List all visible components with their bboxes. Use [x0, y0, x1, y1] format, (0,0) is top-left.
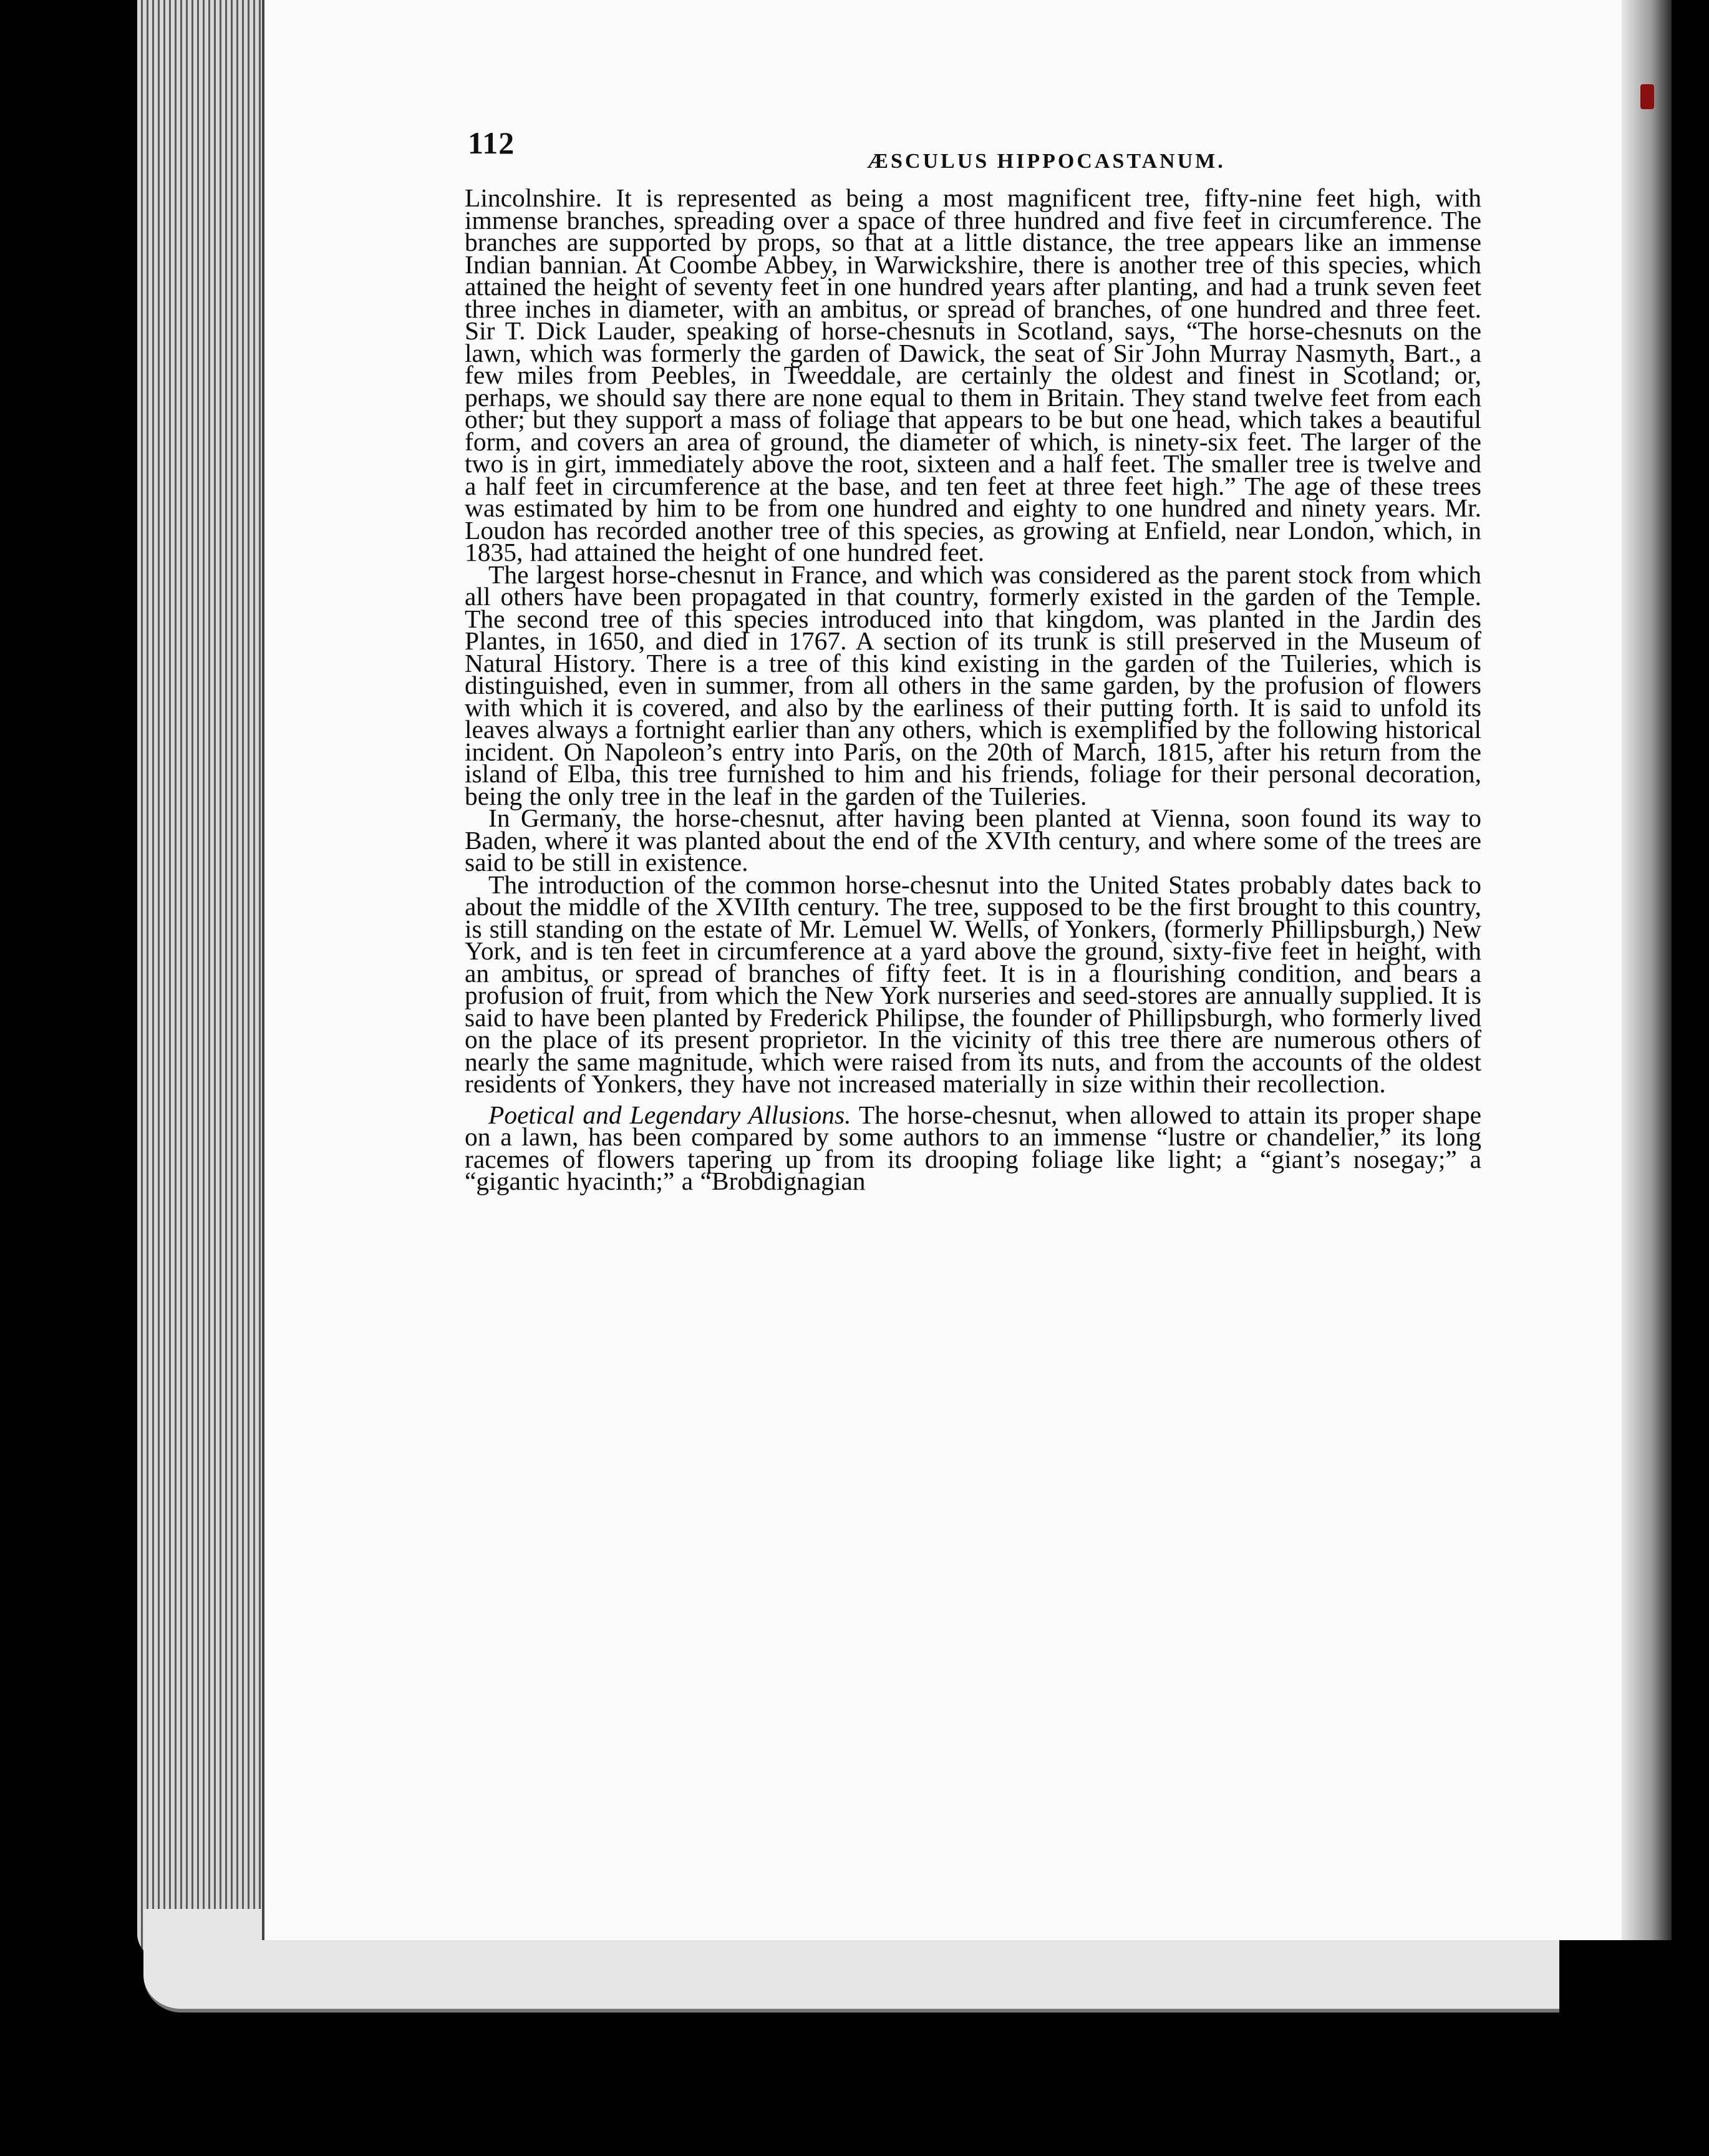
body-text [465, 183, 1481, 1195]
page-number: 112 [468, 125, 515, 160]
paragraph: The introduction of the common horse-chesnut into the United States probably dates back to about the middle of the XVIIth century. The tree, supposed to be the first brought to this country, is still standing on the estate of Mr. Lemuel W. Wells, of Yonkers, (formerly Phillipsburgh,) New York, and is ten feet in circumference at a yard above the ground, sixty-five feet in height, with an ambitus, or spread of branches of fifty feet. It is in a flourishing condition, and bears a profusion of fruit, from which the New York nurseries and seed-stores are annually supplied. It is said to have been planted by Frederick Philipse, the founder of Phillipsburgh, who formerly lived on the place of its present proprietor. In the vicinity of this tree there are numerous others of nearly the same magnitude, which were raised from its nuts, and from the accounts of the oldest residents of Yonkers, they have not increased materially in size within their recollection. [465, 870, 1481, 1098]
running-head-title: ÆSCULUS HIPPOCASTANUM. [867, 150, 1226, 173]
book-page-edges [137, 0, 268, 1959]
section-text: The horse-chesnut, when allowed to attain its proper shape on a lawn, has been compared by some authors to an immense “lustre or chandelier,” its long racemes of flowers tapering up from its drooping foliage like light; a “giant’s nosegay;” a “gigantic hyacinth;” a “Brobdignagian [465, 1100, 1481, 1195]
paragraph: In Germany, the horse-chesnut, after having been planted at Vienna, soon found its way to Baden, where it was planted about the end of the XVIth century, and where some of the trees are said to be still in existence. [465, 804, 1481, 876]
section-heading: Poetical and Legendary Allusions. [488, 1100, 851, 1129]
running-head [468, 112, 1578, 181]
bookmark-tab [1640, 84, 1654, 109]
paragraph: The largest horse-chesnut in France, and which was considered as the parent stock from which all others have been propagated in that country, formerly existed in the garden of the Temple. The second tree of this species introduced into that kingdom, was planted in the Jardin des Plantes, in 1650, and died in 1767. A section of its trunk is still preserved in the Museum of Natural History. There is a tree of this kind existing in the garden of the Tuileries, which is distinguished, even in summer, from all others in the same garden, by the profusion of flowers with which it is covered, and also by the earliness of their putting forth. It is said to unfold its leaves always a fortnight earlier than any others, which is exemplified by the following historical incident. On Napoleon’s entry into Paris, on the 20th of March, 1815, after his return from the island of Elba, this tree furnished to him and his friends, foliage for their personal decoration, being the only tree in the leaf in the garden of the Tuileries. [465, 560, 1481, 810]
page-gutter-shadow [1622, 0, 1672, 1940]
paragraph [465, 1100, 1481, 1195]
paragraph: Lincolnshire. It is represented as being a most magnificent tree, fifty-nine feet high, with immense branches, spreading over a space of three hundred and five feet in circumference. The branches are supported by props, so that at a little distance, the tree appears like an immense Indian bannian. At Coombe Abbey, in Warwickshire, there is another tree of this species, which attained the height of seventy feet in one hundred years after planting, and had a trunk seven feet three inches in diameter, with an ambitus, or spread of branches, of one hundred and three feet. Sir T. Dick Lauder, speaking of horse-chesnuts in Scotland, says, “The horse-chesnuts on the lawn, which was formerly the garden of Dawick, the seat of Sir John Murray Nasmyth, Bart., a few miles from Peebles, in Tweeddale, are certainly the oldest and finest in Scotland; or, perhaps, we should say there are none equal to them in Britain. They stand twelve feet from each other; but they support a mass of foliage that appears to be but one head, which takes a beautiful form, and covers an area of ground, the diameter of which, is ninety-six feet. The larger of the two is in girt, immediately above the root, sixteen and a half feet. The smaller tree is twelve and a half feet in circumference at the base, and ten feet at three feet high.” The age of these trees was estimated by him to be from one hundred and eighty to one hundred and ninety years. Mr. Loudon has recorded another tree of this species, as growing at Enfield, near London, which, in 1835, had attained the height of one hundred feet. [465, 183, 1481, 566]
